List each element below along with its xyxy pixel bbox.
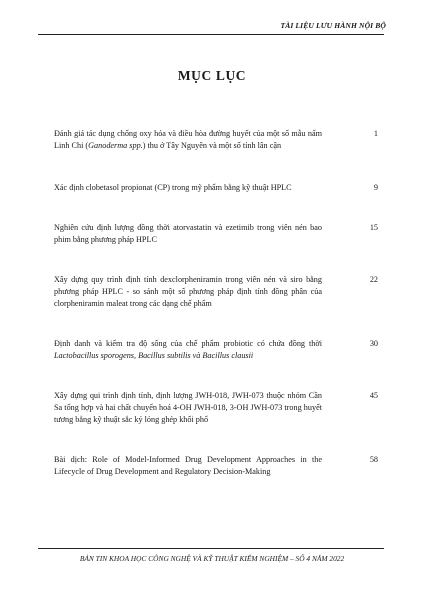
toc-entry-title: Bài dịch: Role of Model-Informed Drug Development Approaches in the Lifecycle of Drug Development and Regulatory Decision-Making — [54, 455, 322, 477]
footer-text: BẢN TIN KHOA HỌC CÔNG NGHỆ VÀ KỸ THUẬT KIỂM NGHIỆM – SỐ 4 NĂM 2022 — [79, 554, 345, 563]
toc-entry[interactable] — [54, 390, 384, 427]
toc-entry-page: 9 — [373, 183, 378, 192]
toc-entry-title: Nghiên cứu định lượng đồng thời atorvastatin và ezetimib trong viên nén bao phim bằng phương pháp HPLC — [54, 223, 322, 245]
toc-entry-page: 45 — [369, 391, 378, 400]
toc-title: MỤC LỤC — [177, 68, 247, 83]
toc-entry[interactable] — [54, 338, 384, 362]
toc-entry[interactable] — [54, 182, 384, 194]
toc-entry-page: 58 — [369, 455, 378, 464]
footer-rule — [38, 548, 384, 549]
toc-entry-page: 30 — [369, 339, 378, 348]
toc-entry[interactable] — [54, 222, 384, 246]
toc-entry[interactable] — [54, 128, 384, 152]
toc-entry-page: 22 — [369, 275, 378, 284]
toc-entry-page: 15 — [369, 223, 378, 232]
toc-entry[interactable] — [54, 274, 384, 311]
toc-entry-page: 1 — [373, 129, 378, 138]
toc-entry[interactable] — [54, 454, 384, 478]
toc-entry-title: Xây dựng quy trình định tính dexclorpheniramin trong viên nén và siro bằng phương pháp HPLC - so sánh một số phương pháp định tính đồng phân của clorpheniramin maleat trong các dạng chế phẩm — [54, 275, 322, 309]
toc-entry-title: Xác định clobetasol propionat (CP) trong mỹ phẩm bằng kỹ thuật HPLC — [54, 183, 292, 192]
header-rule — [38, 34, 384, 35]
toc-entry-title: Xây dựng qui trình định tính, định lượng JWH-018, JWH-073 thuộc nhóm Cần Sa tổng hợp và hai chất chuyển hoá 4-OH JWH-018, 3-OH JWH-073 trong huyết tương bằng kỹ thuật sắc ký lỏng ghép khối phổ — [54, 391, 322, 425]
toc-entry-title: Đánh giá tác dụng chống oxy hóa và điều hòa đường huyết của một số mẫu nấm Linh Chi (Ganoderma spp.) thu ở Tây Nguyên và một số tỉnh lân cận — [54, 129, 322, 151]
header-text: TÀI LIỆU LƯU HÀNH NỘI BỘ — [280, 21, 386, 30]
toc-entry-title: Định danh và kiểm tra độ sống của chế phẩm probiotic có chứa đồng thời Lactobacillus sporogens, Bacillus subtilis và Bacillus clausii — [54, 339, 322, 361]
